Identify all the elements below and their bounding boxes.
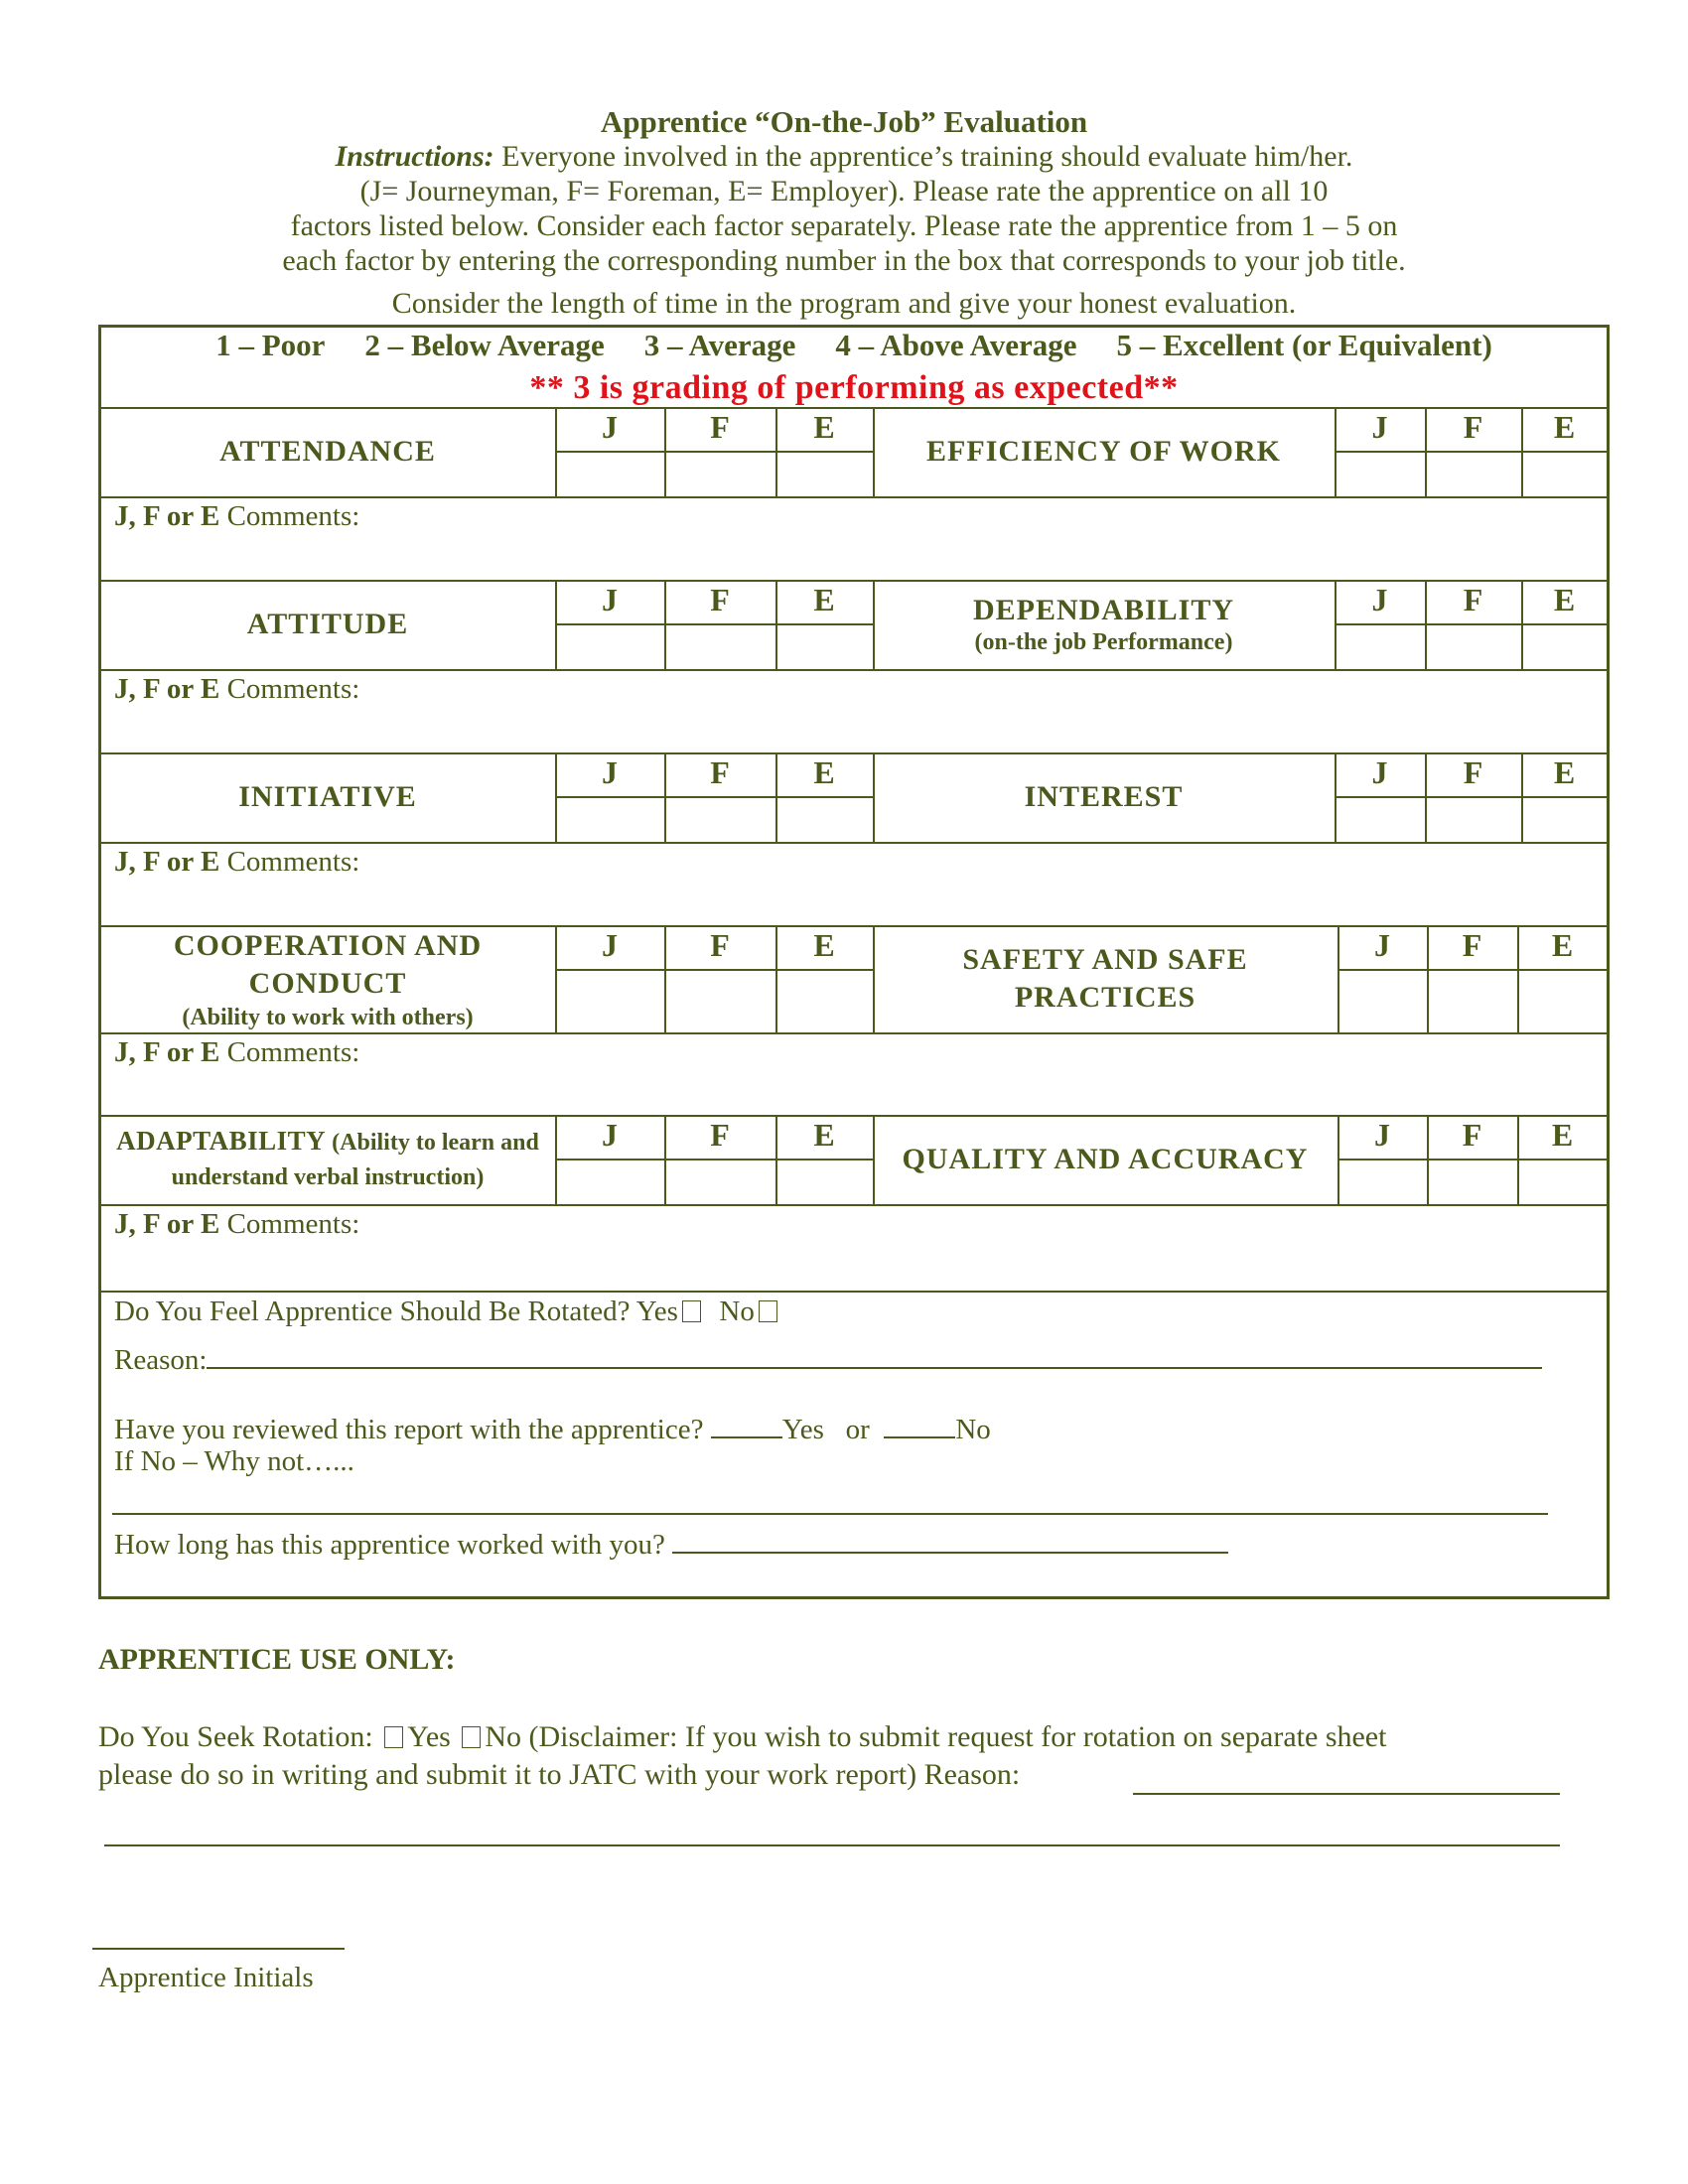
- left-f-header: F: [710, 582, 730, 617]
- right-e-rating-box[interactable]: [1523, 453, 1606, 494]
- comments-area[interactable]: [102, 1076, 1606, 1113]
- left-e-rating-box[interactable]: [777, 798, 871, 840]
- left-e-header: E: [813, 927, 835, 963]
- factor-name: QUALITY AND ACCURACY: [902, 1143, 1309, 1175]
- left-j-header: J: [602, 409, 618, 445]
- rating-scale: [101, 328, 1607, 407]
- comments-prefix: J, F or E: [114, 673, 220, 705]
- comments-area[interactable]: [102, 886, 1606, 923]
- right-e-header: E: [1553, 754, 1576, 790]
- scale-5: 5 – Excellent (or Equivalent): [1116, 328, 1492, 362]
- left-j-rating-box[interactable]: [557, 971, 662, 1030]
- factor-label-left: [100, 407, 555, 496]
- instructions-line-4: each factor by entering the corresponding number in the box that corresponds to your job title.: [282, 244, 1406, 277]
- right-f-rating-box[interactable]: [1429, 971, 1515, 1030]
- right-j-rating-box[interactable]: [1339, 1160, 1425, 1202]
- right-j-header: J: [1371, 582, 1388, 617]
- right-f-rating-box[interactable]: [1427, 625, 1519, 667]
- rotate-question-text: Do You Feel Apprentice Should Be Rotated? Yes: [114, 1296, 678, 1327]
- how-long-question: How long has this apprentice worked with you?: [114, 1529, 665, 1561]
- factor-name: EFFICIENCY OF WORK: [926, 435, 1281, 468]
- left-f-rating-box[interactable]: [666, 453, 774, 494]
- rotate-question: [114, 1296, 781, 1328]
- left-j-rating-box[interactable]: [557, 625, 662, 667]
- right-j-rating-box[interactable]: [1336, 625, 1423, 667]
- right-f-header: F: [1462, 1117, 1482, 1153]
- scale-1: 1 – Poor: [215, 328, 326, 362]
- left-f-rating-box[interactable]: [666, 798, 774, 840]
- left-e-rating-box[interactable]: [777, 1160, 871, 1202]
- how-long-row: [114, 1524, 1228, 1562]
- scale-3: 3 – Average: [643, 328, 796, 362]
- comments-label: [114, 846, 359, 879]
- reason-line[interactable]: [207, 1339, 1542, 1369]
- right-e-rating-box[interactable]: [1523, 625, 1606, 667]
- seek-line-2: [98, 1758, 1020, 1792]
- reviewed-yes-blank[interactable]: [711, 1411, 782, 1438]
- reviewed-or: or: [845, 1414, 870, 1445]
- factor-label-right: [873, 407, 1335, 496]
- left-j-header: J: [602, 582, 618, 617]
- right-j-rating-box[interactable]: [1336, 798, 1423, 840]
- why-not-line[interactable]: [112, 1513, 1548, 1515]
- right-f-header: F: [1463, 754, 1483, 790]
- factor-label-right: [873, 1115, 1337, 1204]
- right-f-header: F: [1462, 927, 1482, 963]
- factor-name: DEPENDABILITY: [972, 593, 1235, 626]
- instructions-line-1: Everyone involved in the apprentice’s training should evaluate him/her.: [493, 140, 1353, 173]
- apprentice-initials: Apprentice Initials: [98, 1962, 314, 1993]
- right-e-rating-box[interactable]: [1523, 798, 1606, 840]
- row-rating-border: [100, 1032, 1608, 1034]
- left-f-header: F: [710, 1117, 730, 1153]
- left-j-header: J: [602, 754, 618, 790]
- left-j-header: J: [602, 1117, 618, 1153]
- left-f-header: F: [710, 754, 730, 790]
- reviewed-question: Have you reviewed this report with the apprentice?: [114, 1414, 704, 1445]
- comments-suffix: Comments:: [219, 846, 360, 878]
- right-f-rating-box[interactable]: [1427, 798, 1519, 840]
- divider: [100, 1291, 1608, 1293]
- comments-suffix: Comments:: [219, 1036, 360, 1068]
- factor-name: ATTITUDE: [246, 608, 409, 640]
- comments-area[interactable]: [102, 713, 1606, 751]
- right-j-header: J: [1371, 754, 1388, 790]
- instructions-line-2: (J= Journeyman, F= Foreman, E= Employer). Please rate the apprentice on all 10: [359, 175, 1329, 207]
- left-e-header: E: [813, 409, 835, 445]
- factor-name: ADAPTABILITY: [116, 1126, 327, 1156]
- right-f-header: F: [1463, 409, 1483, 445]
- instructions-line-5: Consider the length of time in the program and give your honest evaluation.: [391, 287, 1297, 320]
- left-j-rating-box[interactable]: [557, 798, 662, 840]
- factor-sub: (Ability to work with others): [182, 1004, 474, 1030]
- comments-prefix: J, F or E: [114, 1208, 220, 1240]
- right-f-rating-box[interactable]: [1429, 1160, 1515, 1202]
- right-f-header: F: [1463, 582, 1483, 617]
- rotate-no-checkbox[interactable]: [759, 1300, 777, 1322]
- form-title: Apprentice “On-the-Job” Evaluation: [600, 104, 1088, 139]
- row-rating-border: [100, 496, 1608, 498]
- factor-name: INTEREST: [1024, 780, 1184, 813]
- factor-label-right: [873, 925, 1337, 1032]
- comments-prefix: J, F or E: [114, 846, 220, 878]
- comments-suffix: Comments:: [219, 673, 360, 705]
- seek-yes-label: Yes: [407, 1720, 451, 1753]
- seek-rotation-row: [98, 1720, 1386, 1754]
- left-f-rating-box[interactable]: [666, 625, 774, 667]
- apprentice-heading: APPRENTICE USE ONLY:: [98, 1643, 456, 1676]
- right-j-rating-box[interactable]: [1339, 971, 1425, 1030]
- factor-name: COOPERATION AND CONDUCT: [173, 928, 483, 1000]
- seek-reason-line-2[interactable]: [104, 1844, 1560, 1846]
- left-f-rating-box[interactable]: [666, 1160, 774, 1202]
- reviewed-no-blank[interactable]: [884, 1411, 955, 1438]
- rotate-no-label: No: [719, 1296, 755, 1327]
- factor-label-left: [100, 925, 555, 1032]
- factor-sub: (Ability to learn and understand verbal instruction): [171, 1130, 539, 1190]
- right-e-header: E: [1551, 1117, 1574, 1153]
- factor-name: ATTENDANCE: [219, 435, 436, 468]
- seek-disclaimer: No (Disclaimer: If you wish to submit request for rotation on separate sheet: [485, 1720, 1387, 1753]
- row-rating-border: [100, 669, 1608, 671]
- instructions: [0, 139, 1688, 321]
- reason-row: [114, 1339, 1542, 1377]
- instructions-line-3: factors listed below. Consider each factor separately. Please rate the apprentice from 1 – 5 on: [290, 209, 1398, 242]
- left-j-rating-box[interactable]: [557, 453, 662, 494]
- left-j-header: J: [602, 927, 618, 963]
- rotate-yes-checkbox[interactable]: [682, 1300, 701, 1322]
- why-not: If No – Why not…...: [114, 1445, 354, 1477]
- seek-rotation-label: Do You Seek Rotation:: [98, 1720, 373, 1753]
- comments-label: [114, 673, 359, 706]
- right-e-header: E: [1551, 927, 1574, 963]
- comments-area[interactable]: [102, 1248, 1606, 1289]
- comments-area[interactable]: [102, 540, 1606, 577]
- seek-reason-line[interactable]: [1133, 1793, 1560, 1795]
- right-e-rating-box[interactable]: [1519, 971, 1606, 1030]
- right-j-header: J: [1371, 409, 1388, 445]
- scale-2: 2 – Below Average: [364, 328, 605, 362]
- seek-no-checkbox[interactable]: [462, 1726, 481, 1748]
- left-e-header: E: [813, 1117, 835, 1153]
- right-f-rating-box[interactable]: [1427, 453, 1519, 494]
- comments-prefix: J, F or E: [114, 1036, 220, 1068]
- left-e-rating-box[interactable]: [777, 971, 871, 1030]
- factor-label-left: [100, 752, 555, 842]
- left-e-rating-box[interactable]: [777, 625, 871, 667]
- comments-label: [114, 1036, 359, 1069]
- right-e-header: E: [1553, 409, 1576, 445]
- left-f-header: F: [710, 927, 730, 963]
- factor-sub: (on-the job Performance): [974, 628, 1233, 655]
- seek-reason-label: please do so in writing and submit it to JATC with your work report) Reason:: [98, 1758, 1021, 1791]
- factor-label-left: [100, 1115, 555, 1204]
- factor-label-right: [873, 580, 1335, 669]
- row-rating-border: [100, 1204, 1608, 1206]
- factor-label-left: [100, 580, 555, 669]
- factor-name: SAFETY AND SAFE PRACTICES: [962, 943, 1248, 1014]
- left-e-header: E: [813, 582, 835, 617]
- left-e-rating-box[interactable]: [777, 453, 871, 494]
- left-f-rating-box[interactable]: [666, 971, 774, 1030]
- reviewed-no-label: No: [955, 1414, 991, 1445]
- row-rating-border: [100, 842, 1608, 844]
- left-j-rating-box[interactable]: [557, 1160, 662, 1202]
- instructions-label: Instructions:: [335, 140, 494, 173]
- right-j-header: J: [1374, 927, 1390, 963]
- factor-label-right: [873, 752, 1335, 842]
- reviewed-yes-label: Yes: [781, 1414, 824, 1445]
- scale-note: ** 3 is grading of performing as expected**: [529, 369, 1179, 406]
- right-j-header: J: [1374, 1117, 1390, 1153]
- comments-label: [114, 1208, 359, 1241]
- initials-line[interactable]: [92, 1948, 345, 1950]
- right-e-header: E: [1553, 582, 1576, 617]
- reason-label: Reason:: [114, 1344, 208, 1376]
- comments-suffix: Comments:: [219, 500, 360, 532]
- left-f-header: F: [710, 409, 730, 445]
- scale-4: 4 – Above Average: [835, 328, 1077, 362]
- seek-yes-checkbox[interactable]: [384, 1726, 403, 1748]
- how-long-line[interactable]: [672, 1524, 1228, 1554]
- comments-suffix: Comments:: [219, 1208, 360, 1240]
- factor-name: INITIATIVE: [238, 780, 417, 813]
- comments-label: [114, 500, 359, 533]
- comments-prefix: J, F or E: [114, 500, 220, 532]
- right-e-rating-box[interactable]: [1519, 1160, 1606, 1202]
- right-j-rating-box[interactable]: [1336, 453, 1423, 494]
- reviewed-row: [114, 1411, 991, 1446]
- left-e-header: E: [813, 754, 835, 790]
